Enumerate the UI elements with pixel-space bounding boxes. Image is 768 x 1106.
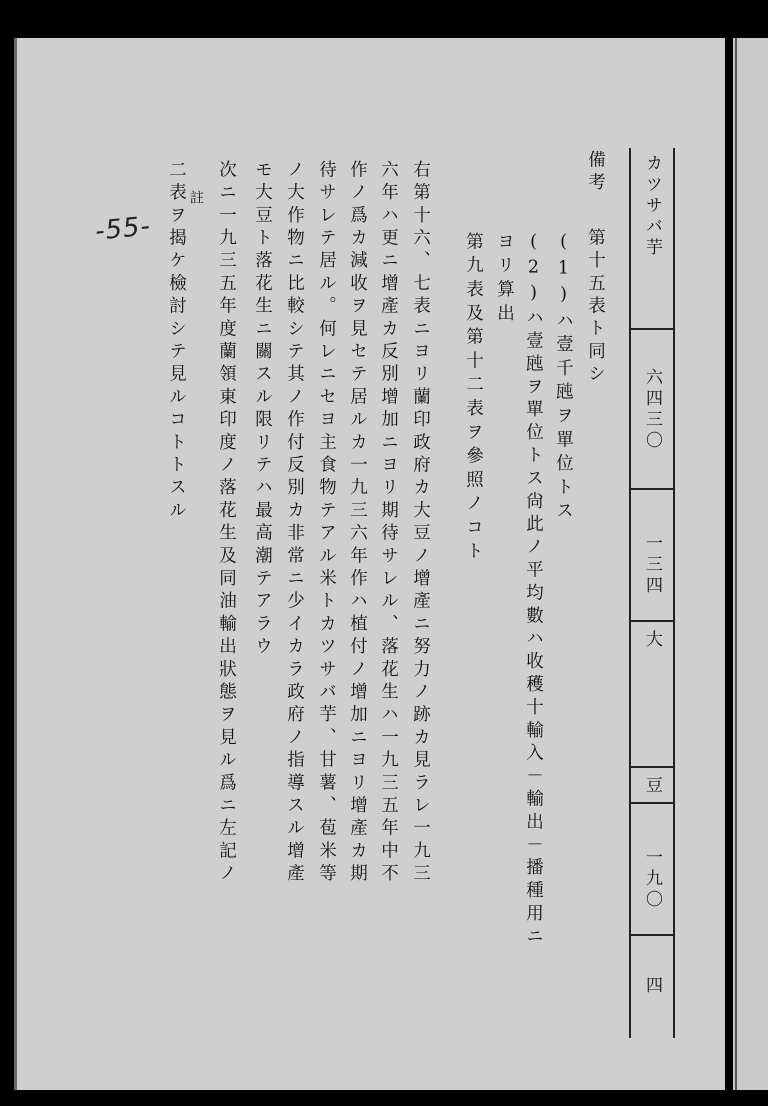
header-num1: 六四三〇 <box>642 368 662 452</box>
remarks-line1: 第十五表ト同シ <box>585 228 606 387</box>
remarks-item2-cont: ヨリ算出 <box>494 232 515 328</box>
header-divider <box>631 802 673 804</box>
header-divider <box>631 328 673 330</box>
header-divider <box>631 766 673 768</box>
document-page <box>14 38 725 1090</box>
remarks-item2: (2)ハ壹瓲ヲ單位トス尙此ノ平均數ハ收穫十輸入－輸出－播種用ニ <box>523 232 544 950</box>
body-line-3: 作ノ爲カ減收ヲ見セテ居ルカ一九三六年作ハ植付ノ增加ニヨリ增產カ期 <box>347 160 368 887</box>
body-line-1: 右第十六、七表ニヨリ蘭印政府カ大豆ノ增產ニ努力ノ跡カ見ラレ一九三 <box>410 160 431 887</box>
note-line-2: 二表ヲ揭ケ檢討シテ見ルコトトスル <box>166 160 187 524</box>
adjacent-page-edge <box>733 38 768 1090</box>
page-edge-line <box>735 38 737 1090</box>
note-line-1: 次ニ一九三五年度蘭領東印度ノ落花生及同油輸出狀態ヲ見ル爲ニ左記ノ <box>216 160 237 887</box>
remarks-ref: 第九表及第十二表ヲ參照ノコト <box>463 232 484 566</box>
table-header-box <box>629 148 675 1038</box>
note-label: 註 <box>188 190 204 206</box>
header-crop2: 豆 <box>642 776 662 797</box>
header-num3: 一九〇 <box>642 848 662 911</box>
header-divider <box>631 488 673 490</box>
header-num2: 一三四 <box>642 534 662 597</box>
remarks-item1: (1)ハ壹千瓲ヲ單位トス <box>553 232 574 526</box>
header-divider <box>631 620 673 622</box>
handwritten-page-number: -55- <box>93 211 153 247</box>
body-line-4: 待サレテ居ル。何レニセヨ主食物テアル米トカツサバ芋、甘薯、苞米等 <box>316 160 337 887</box>
header-divider <box>631 934 673 936</box>
header-crop: 大 <box>642 630 662 651</box>
remarks-label: 備考 <box>585 150 606 196</box>
body-line-6: モ大豆ト落花生ニ關スル限リテハ最高潮テアラウ <box>252 160 273 660</box>
body-line-2: 六年ハ更ニ增產カ反別增加ニヨリ期待サレル、落花生ハ一九三五年中不 <box>378 160 399 887</box>
body-line-5: ノ大作物ニ比較シテ其ノ作付反別カ非常ニ少イカラ政府ノ指導スル增產 <box>284 160 305 887</box>
header-title: カツサバ芋 <box>642 154 662 259</box>
header-num4: 四 <box>642 976 662 997</box>
